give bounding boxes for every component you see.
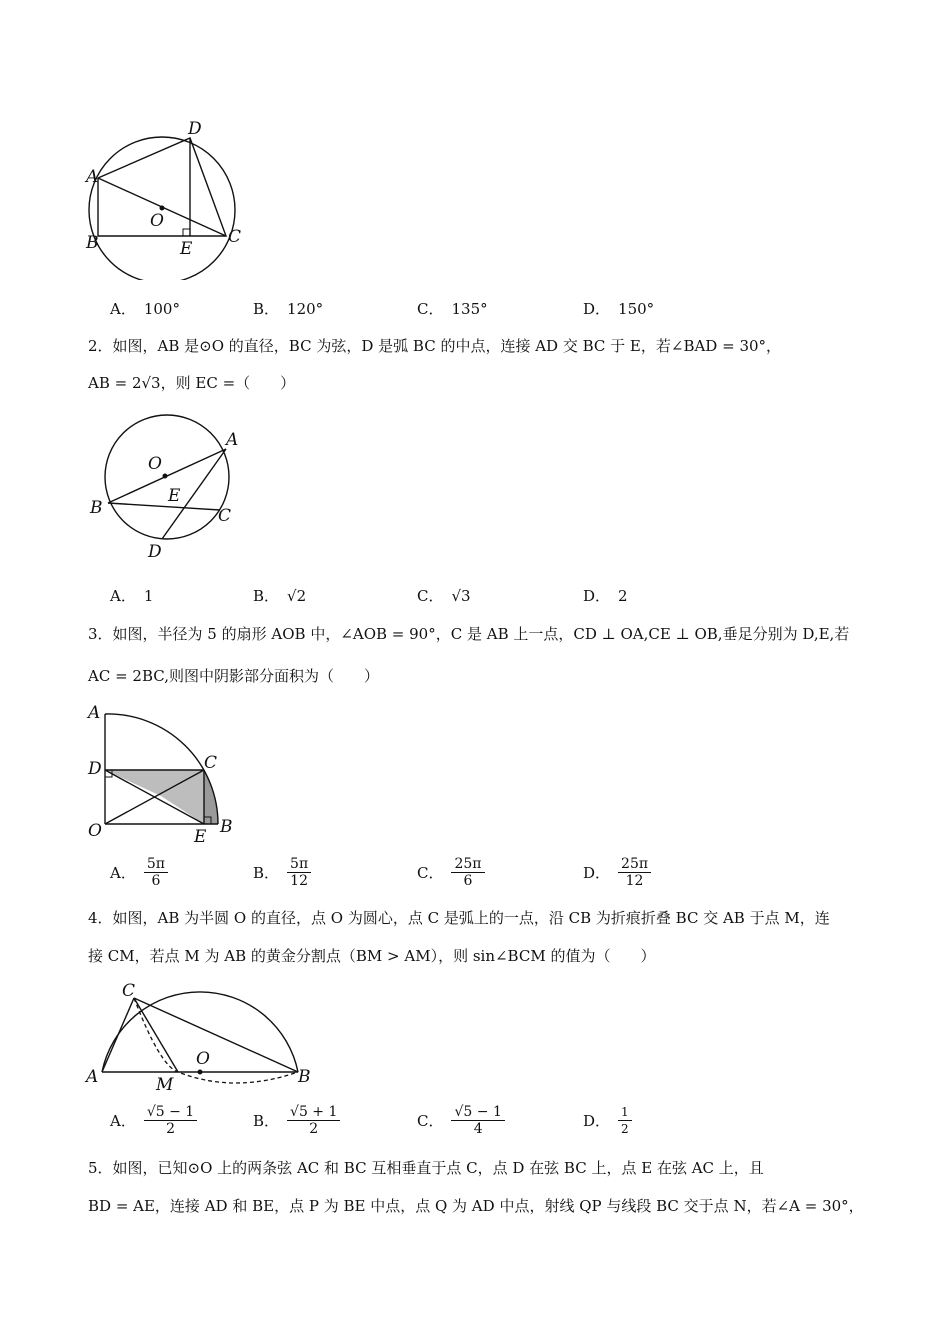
q4-option-b[interactable]: B． $\frac{√5 + 1}{2}$ [253,1104,340,1137]
q4-options [110,1104,870,1148]
q2-label-A: A [226,430,239,450]
q2-stem-line2: AB = 2√3，则 EC =（ ） [88,374,296,392]
q1-figure [80,120,260,280]
q2-label-B: B [90,498,103,518]
q4-option-d[interactable]: D． $\frac{1}{2}$ [583,1104,632,1137]
q1-label-C: C [228,227,242,247]
q4-option-c[interactable]: C． $\frac{√5 - 1}{4}$ [417,1104,505,1137]
q2-label-E: E [168,486,181,506]
q4-stem-line1: 4．如图，AB 为半圆 O 的直径，点 O 为圆心，点 C 是弧上的一点，沿 CB 为折痕折叠 BC 交 AB 于点 M，连 [88,909,830,927]
q3-label-B: B [220,817,233,837]
q1-label-A: A [86,167,99,187]
q5-stem-line1: 5．如图，已知⊙O 上的两条弦 AC 和 BC 互相垂直于点 C，点 D 在弦 BC 上，点 E 在弦 AC 上，且 [88,1159,764,1177]
q3-option-d[interactable]: D． $\frac{25\pi}{12}$ [583,856,651,889]
q4-figure [84,978,324,1094]
q1-option-c[interactable]: C． 135° [417,299,488,318]
q3-options [110,856,870,896]
q3-label-D: D [88,759,102,779]
q3-label-A: A [88,703,101,723]
q1-option-a[interactable]: A． 100° [110,299,180,318]
q5-stem-line2: BD = AE，连接 AD 和 BE，点 P 为 BE 中点，点 Q 为 AD 中点，射线 QP 与线段 BC 交于点 N，若∠A = 30°， [88,1197,864,1215]
q3-option-b[interactable]: B． $\frac{5\pi}{12}$ [253,856,311,889]
q2-label-C: C [218,506,232,526]
q3-option-a[interactable]: A． $\frac{5\pi}{6}$ [110,856,168,889]
q1-option-d[interactable]: D． 150° [583,299,655,318]
q3-label-E: E [194,827,207,847]
q4-option-a[interactable]: A． $\frac{√5 - 1}{2}$ [110,1104,197,1137]
q4-label-C: C [122,981,136,1001]
q2-option-d[interactable]: D． 2 [583,586,628,605]
q2-label-D: D [148,542,162,562]
q1-label-O: O [150,211,164,231]
q2-figure [86,405,256,565]
q1-option-b[interactable]: B． 120° [253,299,324,318]
q4-label-B: B [298,1067,311,1087]
q4-label-O: O [196,1049,210,1069]
q3-stem-line1: 3．如图，半径为 5 的扇形 AOB 中，∠AOB = 90°，C 是 AB 上一点，CD ⊥ OA,CE ⊥ OB,垂足分别为 D,E,若 [88,625,850,643]
q3-option-c[interactable]: C． $\frac{25\pi}{6}$ [417,856,485,889]
q3-figure [84,700,244,848]
q4-label-A: A [86,1067,99,1087]
q3-stem-line2: AC = 2BC,则图中阴影部分面积为（ ） [88,667,379,685]
q2-label-O: O [148,454,162,474]
q2-option-c[interactable]: C． √3 [417,586,471,605]
q2-options [110,585,870,615]
q3-label-O: O [88,821,102,841]
q1-options [110,298,870,328]
q4-label-M: M [156,1075,174,1094]
q1-label-B: B [86,233,99,253]
q2-option-b[interactable]: B． √2 [253,586,307,605]
q1-label-D: D [188,120,202,139]
q2-stem-line1: 2．如图，AB 是⊙O 的直径，BC 为弦，D 是弧 BC 的中点，连接 AD 交 BC 于 E，若∠BAD = 30°， [88,337,782,355]
q4-stem-line2: 接 CM，若点 M 为 AB 的黄金分割点（BM > AM），则 sin∠BCM 的值为（ ） [88,947,656,965]
q1-label-E: E [180,239,193,259]
q3-label-C: C [204,753,218,773]
q2-option-a[interactable]: A． 1 [110,586,154,605]
